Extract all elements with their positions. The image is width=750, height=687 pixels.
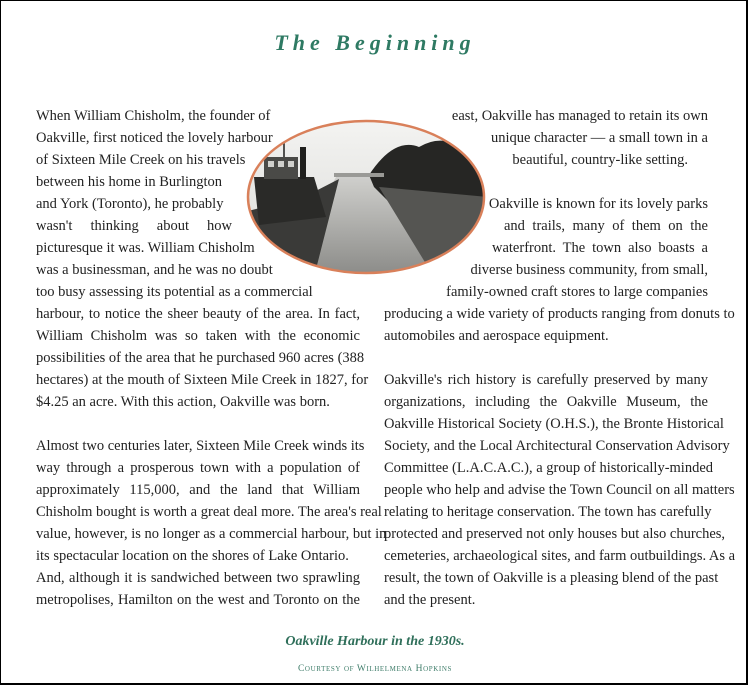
body-line: cemeteries, archaeological sites, and farm outbuildings. As a [384,548,736,564]
body-line: result, the town of Oakville is a pleasing blend of the past [384,570,719,586]
body-line: was a businessman, and he was no doubt [36,262,273,278]
body-line: Committee (L.A.C.A.C.), a group of historically-minded [384,460,714,476]
body-line: its spectacular location on the shores of Lake Ontario. [36,548,349,564]
body-line: unique character — a small town in a [490,130,708,146]
body-line: and trails, many of them on the [504,218,708,234]
body-line: metropolises, Hamilton on the west and Toronto on the [36,592,360,608]
body-line: When William Chisholm, the founder of [36,108,271,124]
body-line: and the present. [384,592,476,608]
body-line: east, Oakville has managed to retain its own [451,108,708,124]
body-line: harbour, to notice the sheer beauty of the area. In fact, [36,306,360,322]
body-line: producing a wide variety of products ranging from donuts to [384,306,735,322]
body-line: organizations, including the Oakville Museum, the [384,394,708,410]
body-line: picturesque it was. William Chisholm [36,240,255,256]
body-line: And, although it is sandwiched between two sprawling [36,570,360,586]
body-line: Oakville's rich history is carefully preserved by many [384,372,708,388]
body-line: beautiful, country-like setting. [512,152,688,168]
body-line: people who help and advise the Town Council on all matters [384,482,735,498]
body-line: and York (Toronto), he probably [36,196,224,212]
body-line: Society, and the Local Architectural Conservation Advisory [384,438,730,454]
body-line: way through a prosperous town with a population of [36,460,360,476]
harbour-photo [244,117,488,277]
body-line: William Chisholm was so taken with the economic [36,328,360,344]
body-line: value, however, is no longer as a commercial harbour, but in [36,526,387,542]
photo-credit: Courtesy of Wilhelmena Hopkins [297,664,453,674]
body-line: wasn't thinking about how [36,218,232,234]
body-line: diverse business community, from small, [470,262,708,278]
body-line: automobiles and aerospace equipment. [384,328,609,344]
body-line: $4.25 an acre. With this action, Oakville was born. [36,394,330,410]
body-line: Oakville, first noticed the lovely harbour [36,130,273,146]
body-line: approximately 115,000, and the land that William [36,482,360,498]
body-line: family-owned craft stores to large companies [446,284,708,300]
body-line: Oakville Historical Society (O.H.S.), the Bronte Historical [384,416,724,432]
body-line: waterfront. The town also boasts a [492,240,708,256]
body-line: too busy assessing its potential as a commercial [36,284,313,300]
body-line: Oakville is known for its lovely parks [488,196,708,212]
body-line: relating to heritage conservation. The town has carefully [384,504,712,520]
body-line: Almost two centuries later, Sixteen Mile Creek winds its [36,438,365,454]
body-line: hectares) at the mouth of Sixteen Mile Creek in 1827, for [36,372,369,388]
body-line: possibilities of the area that he purchased 960 acres (388 [36,350,365,366]
page-title: The Beginning [274,30,476,55]
body-line: of Sixteen Mile Creek on his travels [36,152,246,168]
body-line: protected and preserved not only houses but also churches, [384,526,726,542]
body-line: Chisholm bought is worth a great deal more. The area's real [36,504,382,520]
body-line: between his home in Burlington [36,174,223,190]
photo-caption: Oakville Harbour in the 1930s. [285,634,465,649]
